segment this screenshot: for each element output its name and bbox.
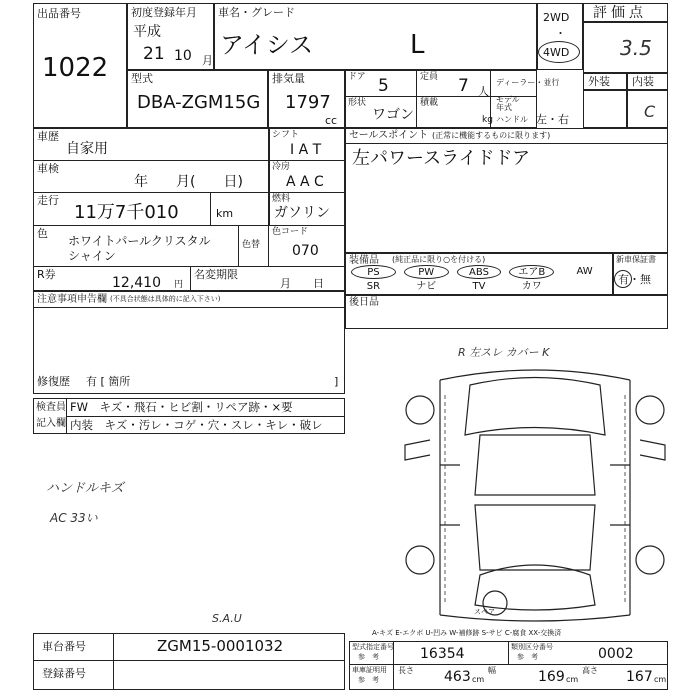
score-int-value: C	[644, 102, 656, 121]
score-divider	[583, 21, 668, 23]
score-int-label: 内装	[632, 75, 654, 88]
body-shape-label: 形状	[348, 98, 367, 108]
model-label: 型式	[131, 72, 153, 85]
handwritten-diagram-top: R 左スレ カバー K	[458, 346, 550, 359]
first-reg-era: 平成	[133, 24, 161, 40]
mileage-value: 11万7千010	[74, 202, 179, 223]
load-label: 積載	[420, 98, 439, 108]
mileage-unit-sep	[210, 192, 211, 225]
inspector-row-2: 内装 キズ・汚レ・コゲ・穴・スレ・キレ・破レ	[70, 418, 323, 432]
lot-number: 1022	[42, 53, 109, 83]
type-designation-value: 16354	[420, 646, 465, 662]
info-hline-2	[33, 192, 345, 193]
recycle-unit: 円	[174, 280, 184, 290]
score-overall: 3.5	[620, 36, 652, 60]
certificate-sub: 参 考	[358, 676, 379, 684]
equipment-item: ABS	[457, 265, 502, 279]
equipment-item: TV	[472, 281, 486, 292]
color-change-sep	[238, 225, 239, 266]
sales-point-note: (正常に機能するものに限ります)	[432, 131, 551, 140]
fuel-label: 燃料	[272, 194, 291, 204]
seats-label: 定員	[420, 72, 439, 82]
color-change-label: 色替	[242, 240, 261, 250]
model-value: DBA-ZGM15G	[137, 92, 261, 113]
width-value: 169	[538, 669, 565, 685]
info-hline-3	[33, 225, 345, 226]
sales-point-value: 左パワースライドドア	[352, 148, 531, 169]
inspector-row-1: FW キズ・飛石・ヒビ割・リペア跡・×要	[70, 400, 293, 414]
equipment-item: カワ	[521, 281, 542, 292]
aircon-value: A A C	[286, 174, 324, 190]
sales-point-box	[345, 128, 668, 253]
color-code-value: 070	[292, 243, 319, 259]
width-unit: cm	[566, 675, 579, 684]
type-designation-label: 型式指定番号	[352, 643, 394, 651]
warranty-label: 新車保証書	[616, 255, 656, 264]
info-hline-4	[33, 266, 345, 267]
recycle-label: R券	[37, 268, 56, 281]
mileage-label: 走行	[37, 194, 59, 207]
width-label: 幅	[488, 666, 496, 675]
registration-label: 登録番号	[42, 667, 86, 680]
model-year-label: モデル年式	[496, 95, 520, 112]
shift-label: シフト	[272, 130, 300, 140]
equipment-item: エアB	[509, 265, 554, 279]
dealer-label: ディーラー・並行	[496, 78, 560, 87]
handle-label: ハンドル	[496, 115, 528, 124]
load-unit: kg	[482, 115, 493, 125]
score-ext-label: 外装	[588, 75, 610, 88]
car-diagram	[400, 365, 670, 625]
repair-value: 有 [ 箇所	[86, 375, 131, 388]
seats-value: 7	[458, 76, 469, 96]
first-reg-year: 21	[143, 44, 165, 64]
inspection-value: 年 月( 日)	[134, 174, 243, 190]
height-unit: cm	[654, 675, 667, 684]
body-shape-value: ワゴン	[372, 107, 414, 123]
color-code-label: 色コード	[272, 227, 309, 237]
seats-unit: 人	[478, 85, 489, 98]
certificate-label: 車庫証明用	[352, 666, 387, 674]
name-change-label: 名変期限	[194, 268, 238, 281]
drive-4wd: 4WD	[543, 46, 570, 59]
color-label: 色	[37, 227, 48, 240]
height-value: 167	[626, 669, 653, 685]
repair-close: ]	[334, 375, 339, 388]
displacement-unit: cc	[325, 114, 338, 127]
spec-vline	[416, 70, 417, 128]
class-number-value: 0002	[598, 646, 634, 662]
length-value: 463	[444, 669, 471, 685]
rear-label: 後日品	[349, 297, 379, 308]
equipment-item: PS	[351, 265, 396, 279]
history-value: 自家用	[66, 141, 108, 157]
aircon-label: 冷房	[272, 162, 291, 172]
notes-sub: (不具合状態は具体的に記入下さい)	[110, 295, 221, 303]
spare-label: スペア	[474, 608, 495, 616]
first-reg-month: 10	[174, 48, 192, 64]
handwritten-note-3: S.A.U	[212, 612, 242, 625]
mileage-unit: km	[216, 207, 234, 220]
sales-point-label: セールスポイント	[349, 130, 429, 141]
handle-value: 左・右	[536, 113, 569, 126]
first-reg-label: 初度登録年月	[131, 6, 197, 19]
doors-label: ドア	[348, 72, 366, 82]
equipment-item: SR	[366, 281, 381, 292]
doors-value: 5	[378, 76, 389, 96]
car-name-value: アイシス	[220, 31, 314, 59]
class-number-sub: 参 考	[517, 653, 538, 661]
legend: A-キズ E-エクボ U-凹み W-補修跡 S-サビ C-腐食 XX-交換済	[372, 629, 562, 637]
score-mid-line	[626, 72, 628, 128]
color-value-1: ホワイトパールクリスタル	[68, 234, 211, 248]
equipment-note: (純正品に限り○を付ける)	[392, 255, 486, 264]
recycle-value: 12,410	[112, 275, 161, 291]
equipment-item	[558, 280, 611, 294]
first-reg-month-unit: 月	[202, 54, 213, 67]
name-change-value: 月 日	[280, 277, 324, 290]
color-code-sep	[268, 225, 269, 266]
score-label: 評価点	[593, 5, 647, 21]
sales-point-underline	[345, 143, 668, 144]
repair-label: 修復歴	[37, 375, 70, 388]
chassis-label: 車台番号	[42, 640, 86, 653]
notes-label: 注意事項申告欄	[37, 294, 107, 305]
info-hline-1	[33, 160, 345, 161]
car-name-label: 車名・グレード	[218, 6, 295, 19]
recycle-sep	[190, 266, 191, 291]
equipment-item: PW	[404, 265, 449, 279]
equipment-grid	[347, 265, 611, 294]
color-value-2: シャイン	[68, 249, 116, 263]
fuel-value: ガソリン	[274, 205, 330, 221]
score-divider-3	[583, 89, 668, 91]
spec-table-vline-2	[508, 641, 509, 664]
notes-underline	[33, 307, 345, 308]
height-label: 高さ	[582, 666, 598, 675]
length-unit: cm	[472, 675, 485, 684]
length-label: 長さ	[398, 666, 414, 675]
car-grade-value: L	[410, 30, 425, 60]
warranty-value: 有・無	[618, 273, 651, 286]
chassis-hline	[33, 660, 345, 661]
chassis-value: ZGM15-0001032	[157, 637, 284, 655]
type-designation-sub: 参 考	[358, 653, 379, 661]
lot-label: 出品番号	[37, 7, 81, 20]
displacement-value: 1797	[285, 92, 331, 113]
equipment-label: 装備品	[349, 255, 379, 266]
handwritten-note-1: ハンドルキズ	[46, 481, 124, 496]
history-label: 車歴	[37, 130, 59, 143]
info-vline	[268, 128, 270, 225]
inspection-label: 車検	[37, 162, 59, 175]
inspector-label-2: 記入欄	[36, 418, 66, 429]
rear-box	[345, 295, 668, 329]
spec-table-hline	[349, 664, 668, 665]
drive-dot: ・	[555, 27, 566, 40]
equipment-item: AW	[576, 266, 593, 277]
chassis-vline	[113, 633, 114, 690]
equipment-item: ナビ	[416, 281, 437, 292]
inspector-hline	[66, 416, 345, 417]
inspector-label-1: 検査員	[36, 402, 66, 413]
class-number-label: 類別区分番号	[511, 643, 553, 651]
shift-value: I A T	[290, 142, 322, 158]
drive-2wd: 2WD	[543, 11, 570, 24]
displacement-label: 排気量	[272, 72, 305, 85]
handwritten-note-2: AC 33い	[50, 511, 98, 525]
